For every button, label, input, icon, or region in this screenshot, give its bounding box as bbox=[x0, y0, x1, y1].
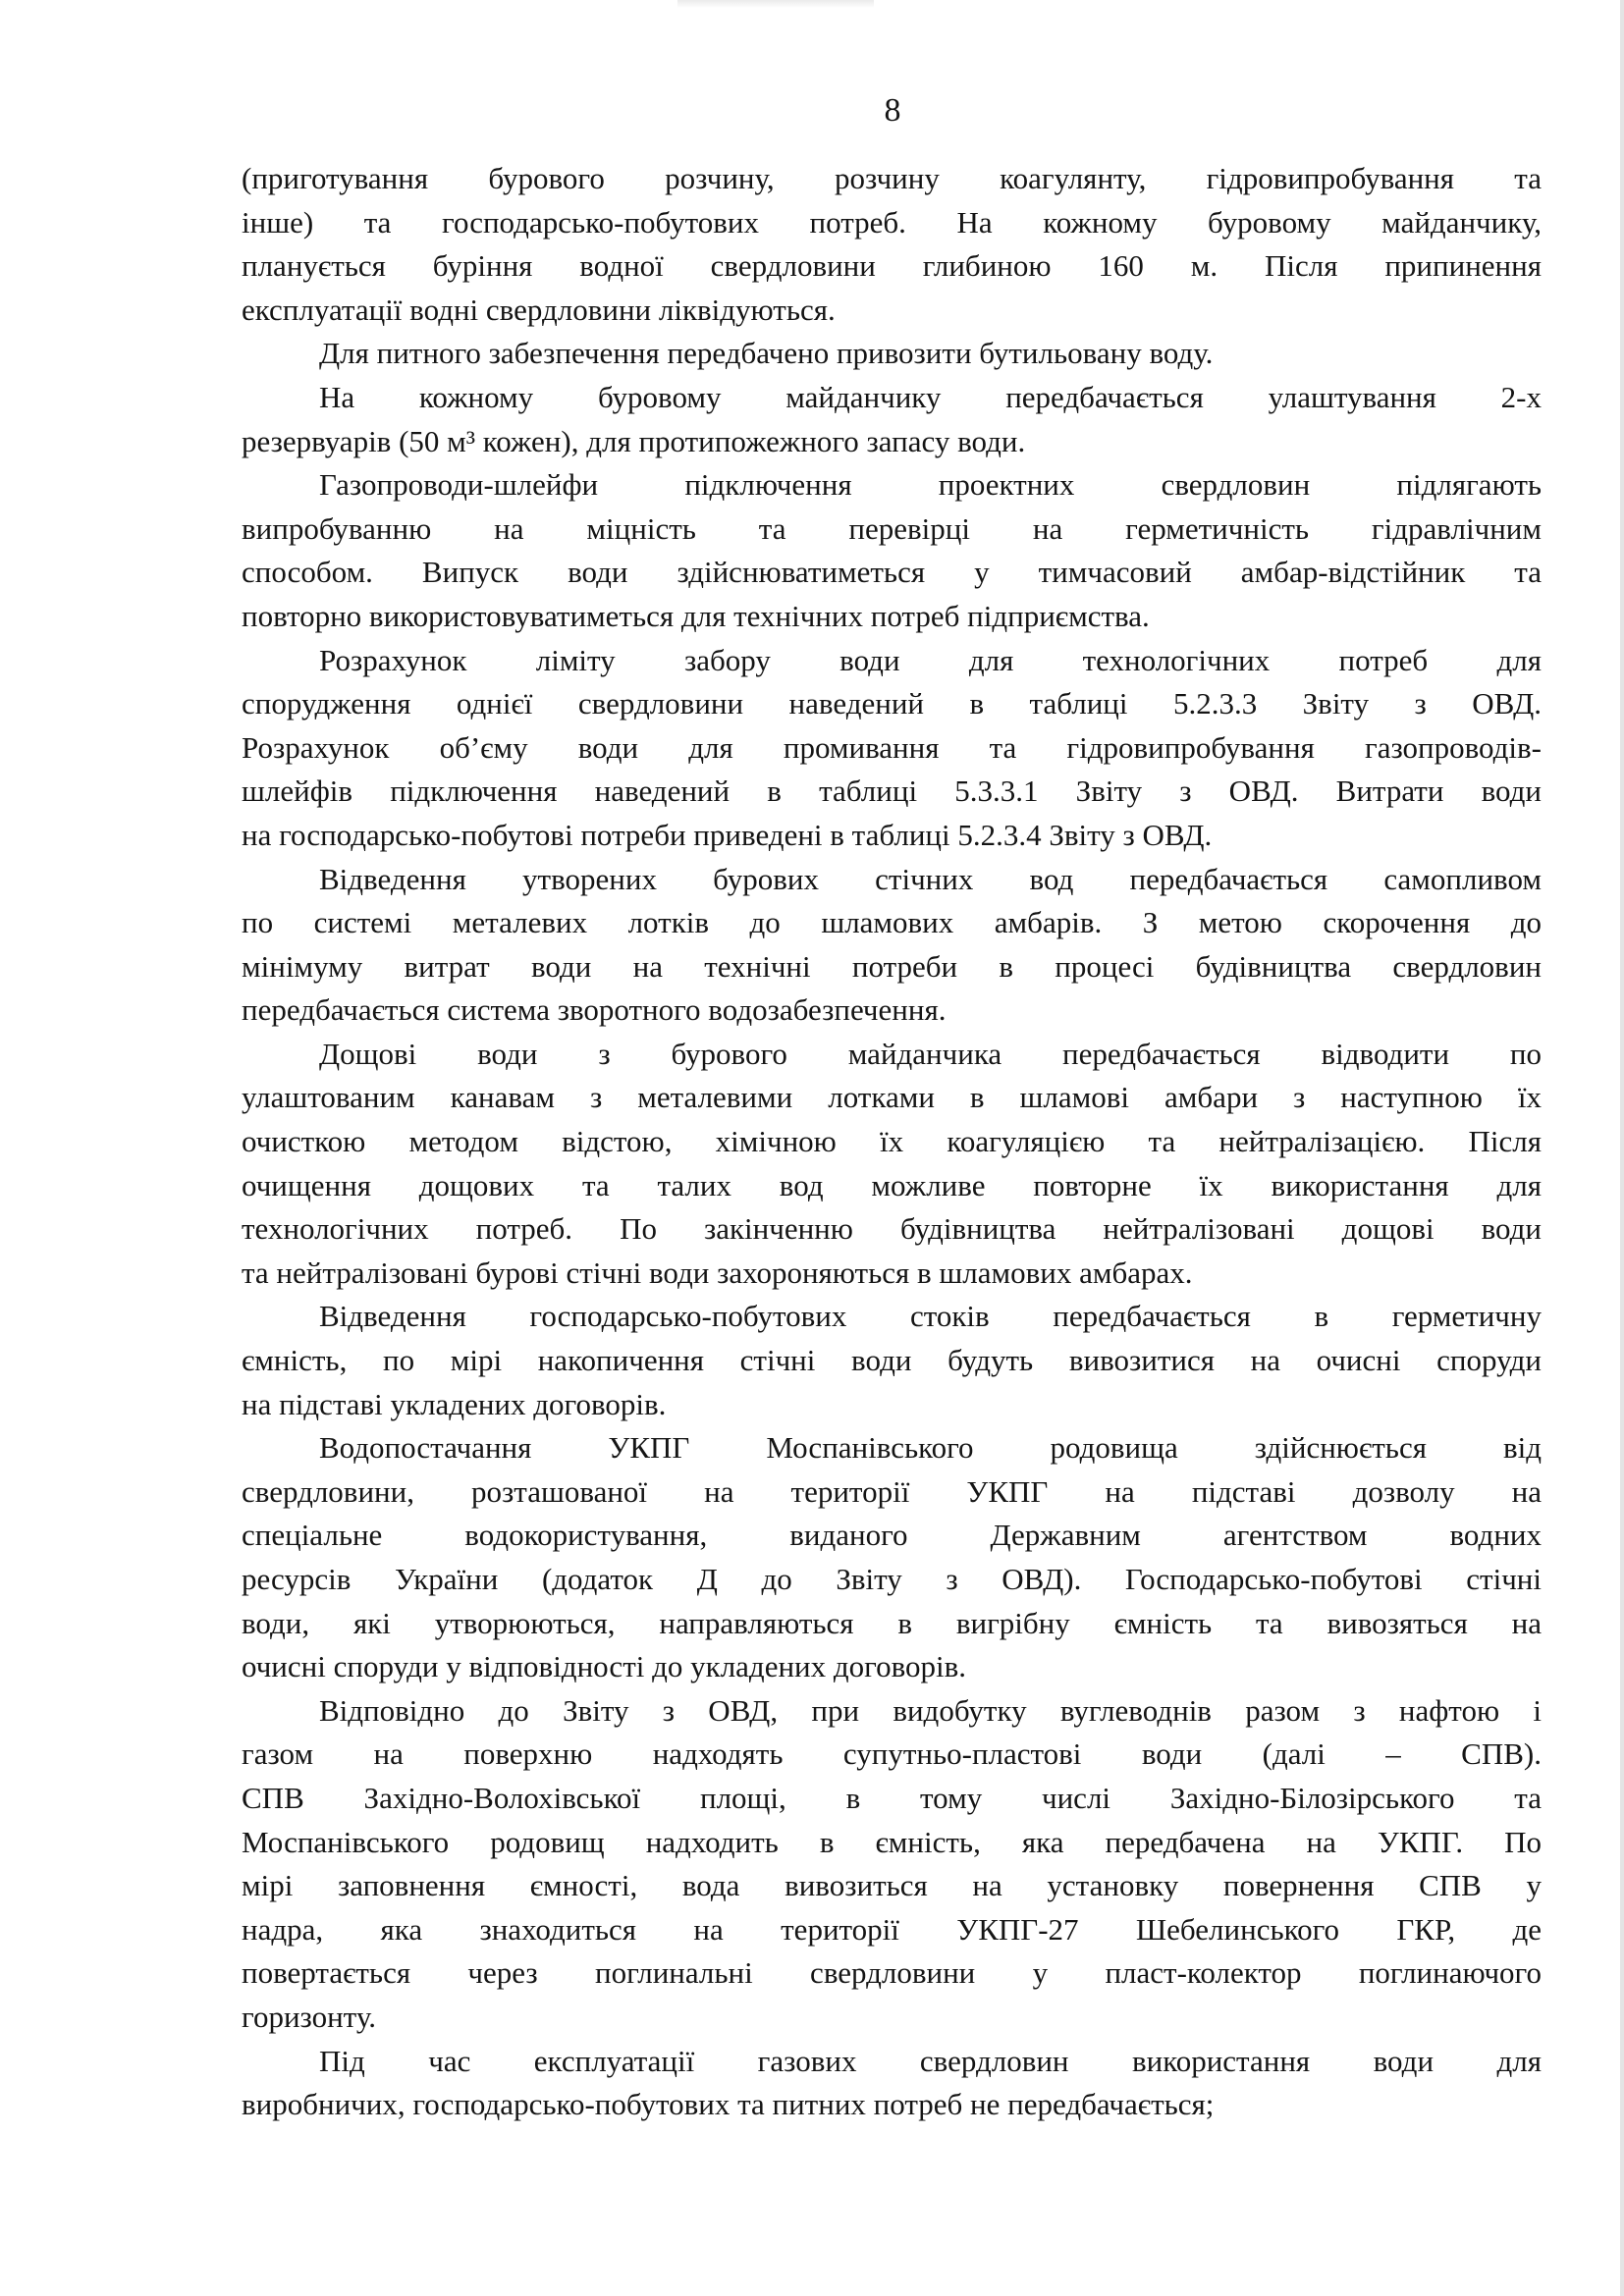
text-line: очисні споруди у відповідності до укладених договорів. bbox=[242, 1649, 967, 1684]
paragraph bbox=[242, 639, 1542, 858]
text-line: інше) та господарсько-побутових потреб. На кожному буровому майданчику, bbox=[242, 204, 1542, 240]
text-line: технологічних потреб. По закінченню будівництва нейтралізовані дощові води bbox=[242, 1211, 1542, 1247]
text-line: спеціальне водокористування, виданого Державним агентством водних bbox=[242, 1518, 1542, 1553]
paragraph bbox=[242, 1426, 1542, 1689]
text-line: передбачається система зворотного водозабезпечення. bbox=[242, 992, 947, 1028]
text-line: Відповідно до Звіту з ОВД, при видобутку вуглеводнів разом з нафтою і bbox=[319, 1692, 1542, 1728]
text-line: ресурсів України (додаток Д до Звіту з ОВД). Господарсько-побутові стічні bbox=[242, 1562, 1542, 1596]
text-line: планується буріння водної свердловини глибиною 160 м. Після припинення bbox=[242, 248, 1542, 284]
text-line: шлейфів підключення наведений в таблиці 5.3.3.1 Звіту з ОВД. Витрати води bbox=[242, 774, 1542, 809]
text-line: резервуарів (50 м³ кожен), для протипожежного запасу води. bbox=[242, 423, 1026, 458]
text-line: Розрахунок об’єму води для промивання та гідровипробування газопроводів- bbox=[242, 729, 1542, 765]
text-line: виробничих, господарсько-побутових та питних потреб не передбачається; bbox=[242, 2087, 1215, 2122]
paragraph bbox=[242, 1033, 1542, 1296]
page-number: 8 bbox=[884, 92, 901, 129]
text-line: мінімуму витрат води на технічні потреби в процесі будівництва свердловин bbox=[242, 948, 1542, 984]
text-line: свердловини, розташованої на території УКПГ на підставі дозволу на bbox=[242, 1473, 1542, 1509]
paragraph bbox=[242, 463, 1542, 638]
paragraph bbox=[242, 2040, 1542, 2127]
text-line: горизонту. bbox=[242, 1999, 376, 2034]
paragraph bbox=[242, 332, 1542, 376]
paragraph bbox=[242, 376, 1542, 463]
text-line: улаштованим канавам з металевими лотками в шламові амбари з наступною їх bbox=[242, 1080, 1542, 1115]
text-line: способом. Випуск води здійснюватиметься у тимчасовий амбар-відстійник та bbox=[242, 555, 1542, 590]
text-line: газом на поверхню надходять супутньо-пластові води (далі – СПВ). bbox=[242, 1736, 1542, 1772]
text-line: випробуванню на міцність та перевірці на герметичність гідравлічним bbox=[242, 510, 1542, 546]
text-line: Газопроводи-шлейфи підключення проектних свердловин підлягають bbox=[319, 467, 1542, 503]
text-line: СПВ Західно-Волохівської площі, в тому числі Західно-Білозірського та bbox=[242, 1780, 1542, 1815]
text-line: Водопостачання УКПГ Моспанівського родовища здійснюється від bbox=[319, 1430, 1542, 1466]
paragraph bbox=[242, 858, 1542, 1033]
text-line: на господарсько-побутові потреби приведені в таблиці 5.2.3.4 Звіту з ОВД. bbox=[242, 817, 1213, 852]
document-body bbox=[242, 157, 1542, 2127]
text-line: На кожному буровому майданчику передбачається улаштування 2-х bbox=[319, 379, 1542, 414]
text-line: Моспанівського родовищ надходить в ємність, яка передбачена на УКПГ. По bbox=[242, 1824, 1542, 1859]
scan-edge bbox=[1620, 0, 1624, 2296]
text-line: по системі металевих лотків до шламових амбарів. З метою скорочення до bbox=[242, 905, 1542, 940]
text-line: повторно використовуватиметься для технічних потреб підприємства. bbox=[242, 598, 1150, 633]
text-line: Під час експлуатації газових свердловин використання води для bbox=[319, 2043, 1542, 2078]
text-line: Дощові води з бурового майданчика передбачається відводити по bbox=[319, 1036, 1542, 1071]
text-line: очисткою методом відстою, хімічною їх коагуляцією та нейтралізацією. Після bbox=[242, 1124, 1542, 1159]
paragraph bbox=[242, 1295, 1542, 1426]
paragraph bbox=[242, 1689, 1542, 2040]
text-line: на підставі укладених договорів. bbox=[242, 1386, 667, 1421]
text-line: та нейтралізовані бурові стічні води захороняються в шламових амбарах. bbox=[242, 1255, 1193, 1290]
text-line: Для питного забезпечення передбачено привозити бутильовану воду. bbox=[319, 336, 1214, 371]
text-line: очищення дощових та талих вод можливе повторне їх використання для bbox=[242, 1167, 1542, 1202]
text-line: води, які утворюються, направляються в вигрібну ємність та вивозяться на bbox=[242, 1605, 1542, 1640]
text-line: ємність, по мірі накопичення стічні води будуть вивозитися на очисні споруди bbox=[242, 1343, 1542, 1378]
text-line: (приготування бурового розчину, розчину коагулянту, гідровипробування та bbox=[242, 161, 1542, 195]
text-line: повертається через поглинальні свердловини у пласт-колектор поглинаючого bbox=[242, 1955, 1542, 1991]
text-line: Відведення утворених бурових стічних вод передбачається самопливом bbox=[319, 861, 1542, 896]
paragraph bbox=[242, 157, 1542, 332]
scan-smudge bbox=[677, 0, 874, 8]
text-line: експлуатації водні свердловини ліквідуються. bbox=[242, 292, 836, 327]
text-line: надра, яка знаходиться на території УКПГ-27 Шебелинського ГКР, де bbox=[242, 1911, 1542, 1947]
text-line: Розрахунок ліміту забору води для технологічних потреб для bbox=[319, 642, 1542, 677]
text-line: мірі заповнення ємності, вода вивозиться на установку повернення СПВ у bbox=[242, 1868, 1542, 1903]
text-line: Відведення господарсько-побутових стоків передбачається в герметичну bbox=[319, 1299, 1542, 1334]
text-line: спорудження однієї свердловини наведений в таблиці 5.2.3.3 Звіту з ОВД. bbox=[242, 686, 1542, 721]
